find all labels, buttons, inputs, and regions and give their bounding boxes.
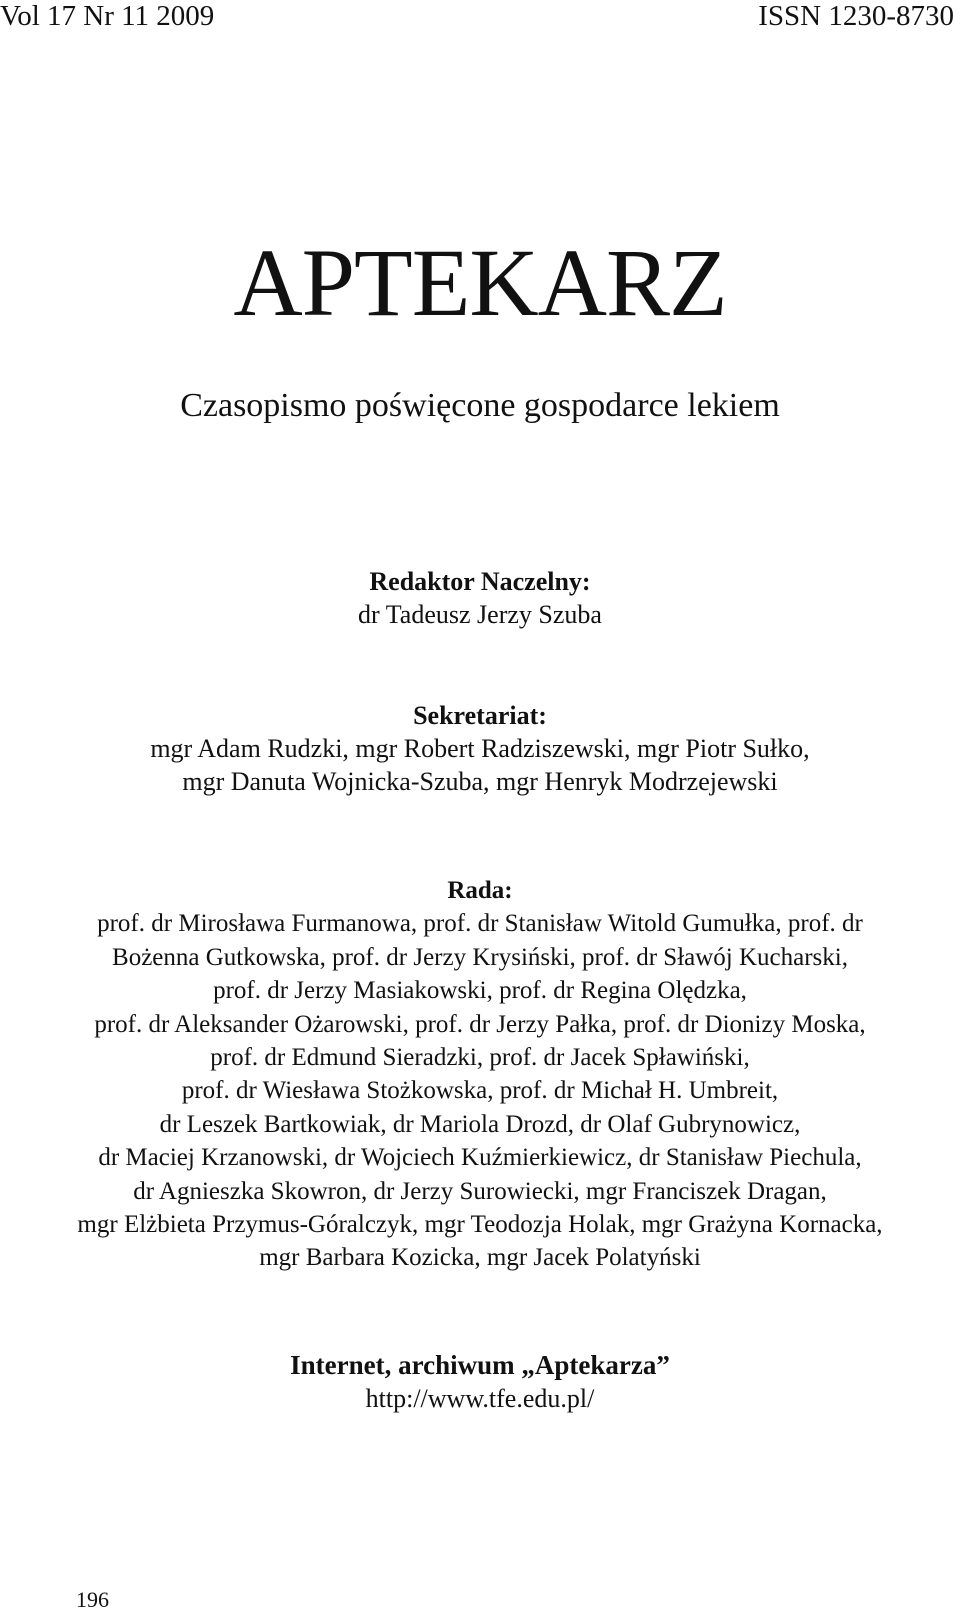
page-header	[0, 0, 960, 32]
editor-heading: Redaktor Naczelny:	[369, 567, 591, 596]
issn-info: ISSN 1230-8730	[758, 0, 954, 32]
secretariat-line: mgr Adam Rudzki, mgr Robert Radziszewski, mgr Piotr Sułko,	[150, 734, 810, 763]
board-line: mgr Elżbieta Przymus-Góralczyk, mgr Teodozja Holak, mgr Grażyna Kornacka,	[77, 1211, 883, 1239]
board-line: prof. dr Wiesława Stożkowska, prof. dr Michał H. Umbreit,	[181, 1077, 779, 1105]
website-link[interactable]: http://www.tfe.edu.pl/	[365, 1384, 595, 1413]
board-line: mgr Barbara Kozicka, mgr Jacek Polatyński	[259, 1244, 701, 1272]
board-section	[0, 874, 960, 1275]
board-line: prof. dr Jerzy Masiakowski, prof. dr Regina Olędzka,	[213, 977, 747, 1005]
internet-heading: Internet, archiwum „Aptekarza”	[290, 1350, 670, 1380]
board-line: prof. dr Mirosława Furmanowa, prof. dr Stanisław Witold Gumułka, prof. dr	[97, 910, 863, 938]
board-line: dr Maciej Krzanowski, dr Wojciech Kuźmierkiewicz, dr Stanisław Piechula,	[98, 1144, 862, 1172]
volume-info: Vol 17 Nr 11 2009	[0, 0, 215, 32]
board-line: prof. dr Aleksander Ożarowski, prof. dr Jerzy Pałka, prof. dr Dionizy Moska,	[94, 1010, 866, 1038]
secretariat-line: mgr Danuta Wojnicka-Szuba, mgr Henryk Modrzejewski	[182, 767, 778, 796]
internet-section	[0, 1349, 960, 1415]
board-line: Bożenna Gutkowska, prof. dr Jerzy Krysiński, prof. dr Sławój Kucharski,	[112, 943, 848, 971]
journal-title: APTEKARZ	[233, 229, 727, 336]
secretariat-heading: Sekretariat:	[413, 701, 547, 730]
editor-section	[0, 565, 960, 631]
board-line: dr Agnieszka Skowron, dr Jerzy Surowiecki, mgr Franciszek Dragan,	[133, 1177, 827, 1205]
board-line: prof. dr Edmund Sieradzki, prof. dr Jacek Spławiński,	[210, 1044, 750, 1072]
editor-name: dr Tadeusz Jerzy Szuba	[358, 600, 602, 629]
board-line: dr Leszek Bartkowiak, dr Mariola Drozd, dr Olaf Gubrynowicz,	[159, 1110, 801, 1138]
journal-subtitle: Czasopismo poświęcone gospodarce lekiem	[180, 387, 780, 424]
board-heading: Rada:	[447, 877, 513, 904]
secretariat-section	[0, 699, 960, 798]
page-number: 196	[76, 1587, 109, 1612]
